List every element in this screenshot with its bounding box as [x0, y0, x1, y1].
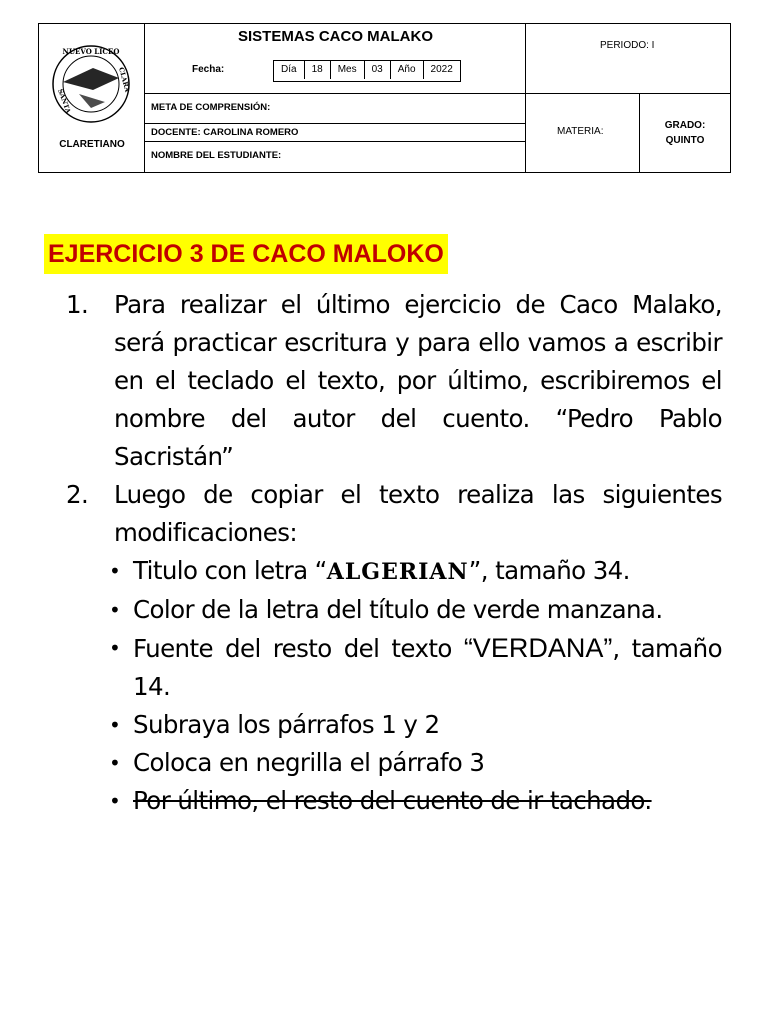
bullet-icon: • [109, 751, 121, 775]
nombre-label: NOMBRE DEL ESTUDIANTE: [145, 142, 526, 172]
bullet-text: Coloca en negrilla el párrafo 3 [133, 748, 485, 777]
bullet-text-pre: Titulo con letra “ [133, 556, 327, 585]
item-number: 1. [66, 290, 89, 319]
bullet-icon: • [109, 713, 121, 737]
exercise-content [66, 286, 722, 820]
periodo-label: PERIODO: I [526, 24, 730, 94]
grado-cell [640, 94, 730, 172]
logo-left-text: SANTA [56, 87, 73, 115]
bullet-item [107, 706, 722, 744]
bullet-icon: • [109, 636, 121, 660]
font-name-algerian: ALGERIAN [326, 559, 469, 585]
list-item [66, 286, 722, 476]
date-box [273, 60, 461, 82]
mes-label: Mes [331, 61, 365, 79]
bullet-icon: • [109, 789, 121, 813]
bullet-item [107, 744, 722, 782]
title-cell [145, 24, 526, 94]
exercise-title: EJERCICIO 3 DE CACO MALOKO [44, 234, 448, 274]
item-text: Luego de copiar el texto realiza las siguientes modificaciones: [114, 480, 722, 547]
mes-value: 03 [365, 61, 391, 79]
bullet-icon: • [109, 559, 121, 583]
logo-top-text: NUEVO LICEO [62, 47, 120, 56]
font-name-verdana: “VERDANA” [463, 633, 613, 663]
header-table [38, 23, 731, 173]
document-title: SISTEMAS CACO MALAKO [238, 28, 433, 45]
grado-label: GRADO: [664, 120, 706, 131]
meta-label: META DE COMPRENSIÓN: [145, 94, 526, 124]
bullet-icon: • [109, 598, 121, 622]
bullet-item [107, 591, 722, 629]
logo-right-text: CLARA [117, 66, 132, 93]
item-number: 2. [66, 480, 89, 509]
materia-label: MATERIA: [526, 94, 640, 172]
fecha-label: Fecha: [192, 64, 225, 75]
bullet-item-strikethrough [107, 782, 722, 820]
logo-cell [39, 24, 145, 172]
school-logo [49, 42, 133, 126]
grado-value: QUINTO [665, 135, 705, 146]
bullet-text: Por último, el resto del cuento de ir tachado. [133, 786, 652, 815]
bullet-text: Subraya los párrafos 1 y 2 [133, 710, 440, 739]
bullet-item [107, 629, 722, 706]
ano-value: 2022 [430, 64, 453, 75]
bullet-text-post: , tamaño 14. [133, 634, 722, 701]
list-item [66, 476, 722, 552]
bullet-text: Color de la letra del título de verde manzana. [133, 595, 663, 624]
docente-label: DOCENTE: CAROLINA ROMERO [145, 124, 526, 142]
school-label: CLARETIANO [59, 139, 125, 150]
dia-label: Día [274, 61, 305, 79]
bullet-text-post: ”, tamaño 34. [468, 556, 630, 585]
bullet-item [107, 552, 722, 591]
item-text: Para realizar el último ejercicio de Caco Malako, será practicar escritura y para ello vamos a escribir en el teclado el texto, por último, escribiremos el nombre del autor del cuento. “Pedro Pablo Sacristán” [114, 290, 722, 471]
dia-value: 18 [305, 61, 331, 79]
ano-label: Año [391, 61, 424, 79]
bullet-text-pre: Fuente del resto del texto [133, 634, 464, 663]
